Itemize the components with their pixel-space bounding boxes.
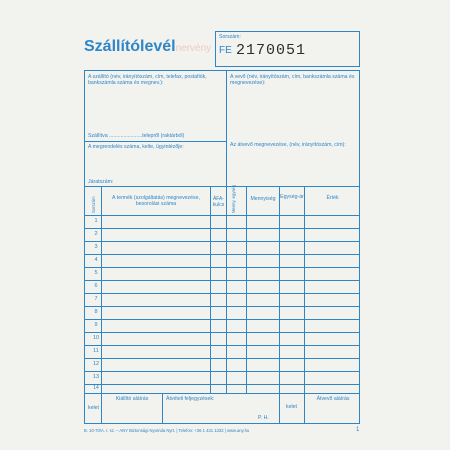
order-label: A megrendelés száma, kelte, ügyintézője:	[88, 144, 184, 150]
col-unit-measure-header: Menny. egység	[231, 184, 236, 213]
row-number: 4	[94, 257, 98, 263]
footer-date-label: kelet	[88, 405, 99, 411]
serial-number: 2170051	[236, 42, 307, 59]
col-num-header: Sorszám	[91, 196, 96, 213]
row-number: 13	[92, 374, 100, 380]
col-quantity-header: Mennyiség	[250, 196, 276, 202]
row-number: 12	[92, 361, 100, 367]
col-unit-price-header: Egység-ár	[280, 194, 304, 200]
footer-issuer-label: Kiállító aláírás	[115, 396, 149, 402]
row-number: 8	[94, 309, 98, 315]
recipient-label: Az átvevő megnevezése, (név, irányítószám, cím):	[230, 142, 346, 148]
row-number: 5	[94, 270, 98, 276]
imprint: B. 10-70/A. r. sz. – ANY Biztonsági Nyomda Nyrt. | Telefon: +36 1 431 1332 | www.any.hu	[84, 428, 250, 433]
title-ghost-text: nervény	[175, 43, 212, 54]
row-number: 7	[94, 296, 98, 302]
row-number: 2	[94, 231, 98, 237]
serial-label: Sorszám:	[219, 34, 241, 40]
footer-date2-label: kelet	[286, 404, 297, 410]
col-vat-header: ÁFA-kulcs	[212, 196, 225, 208]
serial-prefix: FE	[219, 45, 232, 56]
vehicle-label: Járatszám:	[88, 179, 114, 185]
row-number: 6	[94, 283, 98, 289]
footer-stamp-label: P. H.	[258, 415, 269, 421]
col-value-header: Érték	[326, 195, 339, 201]
footer-notes-label: Átvételi feljegyzések:	[166, 396, 215, 402]
row-number: 9	[94, 322, 98, 328]
col-product-header: A termék (szolgáltatás) megnevezése, besorolási száma	[112, 195, 200, 207]
page-number: 1	[356, 427, 360, 433]
row-number: 10	[92, 335, 100, 341]
row-number: 1	[94, 218, 98, 224]
title-text: Szállítólevél	[84, 38, 176, 55]
shipper-line: Szállítva .......................telepről (raktárból)	[88, 133, 185, 139]
row-number: 11	[93, 348, 99, 354]
buyer-label: A vevő (név, irányítószám, cím, bankszámla száma és megnevezése):	[230, 74, 355, 86]
row-number: 3	[94, 244, 98, 250]
row-number: 14	[93, 385, 99, 391]
form-title	[84, 38, 211, 56]
footer-receiver-label: Átvevő aláírás	[316, 396, 350, 402]
seller-label: A szállító (név, irányítószám, cím, telefax, postafiók, bankszámla száma és megnev.):	[88, 74, 207, 86]
